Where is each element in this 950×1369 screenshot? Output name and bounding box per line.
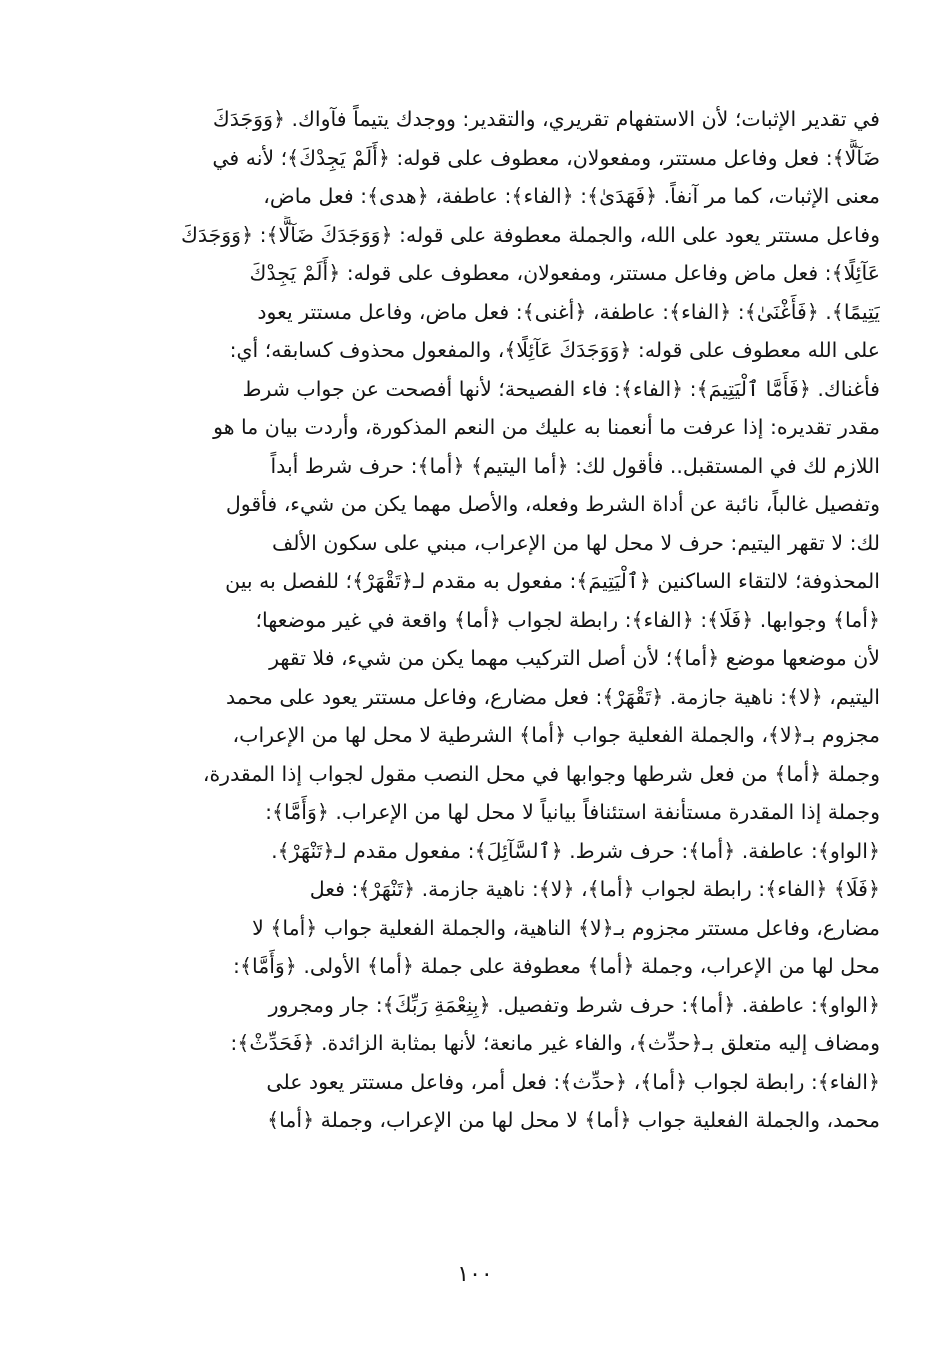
text-line: ﴿أما﴾ وجوابها. ﴿فَلَا﴾: ﴿الفاء﴾: رابطة لجواب ﴿أما﴾ واقعة في غير موضعها؛ [255,607,880,632]
text-line: وجملة إذا المقدرة مستأنفة استئنافاً بيانياً لا محل لها من الإعراب. ﴿وَأَمَّا﴾: [265,800,880,824]
body-text [70,100,880,1140]
text-line: وجملة ﴿أما﴾ من فعل شرطها وجوابها في محل النصب مقول لجواب إذا المقدرة، [202,761,880,786]
text-line: اللازم لك في المستقبل.. فأقول لك: ﴿أما اليتيم﴾ ﴿أما﴾: حرف شرط أبداً [270,453,880,478]
text-line: ﴿الفاء﴾: رابطة لجواب ﴿أما﴾، ﴿حدِّث﴾: فعل أمر، وفاعل مستتر يعود على [266,1069,880,1094]
text-line: ﴿فَلَا﴾ ﴿الفاء﴾: رابطة لجواب ﴿أما﴾، ﴿لا﴾: ناهية جازمة. ﴿تَنْهَرْ﴾: فعل [309,877,880,901]
text-line: ضَآلًّا﴾: فعل وفاعل مستتر، ومفعولان، معطوف على قوله: ﴿أَلَمْ يَجِدْكَ﴾؛ لأنه في [212,145,880,170]
text-line: معنى الإثبات، كما مر آنفاً. ﴿فَهَدَىٰ﴾: ﴿الفاء﴾: عاطفة، ﴿هدى﴾: فعل ماض، [263,184,880,208]
text-line: محمد، والجملة الفعلية جواب ﴿أما﴾ لا محل لها من الإعراب، وجملة ﴿أما﴾ [267,1108,880,1132]
text-line: عَآئِلًا﴾: فعل ماض وفاعل مستتر، ومفعولان، معطوف على قوله: ﴿أَلَمْ يَجِدْكَ [249,261,880,285]
text-line: مجزوم بـ﴿لا﴾، والجملة الفعلية جواب ﴿أما﴾ الشرطية لا محل لها من الإعراب، [232,723,880,747]
text-line: مضارع، وفاعل مستتر مجزوم بـ﴿لا﴾ الناهية، والجملة الفعلية جواب ﴿أما﴾ لا [252,915,880,940]
text-line: ومضاف إليه متعلق بـ﴿حدِّث﴾، والفاء غير مانعة؛ لأنها بمثابة الزائدة. ﴿فَحَدِّثْ﴾: [230,1031,880,1055]
text-line: مقدر تقديره: إذا عرفت ما أنعمنا به عليك من النعم المذكورة، وأردت بيان ما هو [213,415,880,439]
text-line: اليتيم، ﴿لا﴾: ناهية جازمة. ﴿تَقْهَرْ﴾: فعل مضارع، وفاعل مستتر يعود على محمد [226,684,880,709]
text-line: محل لها من الإعراب، وجملة ﴿أما﴾ معطوفة على جملة ﴿أما﴾ الأولى. ﴿وَأَمَّا﴾: [233,954,880,978]
text-line: ﴿الواو﴾: عاطفة. ﴿أما﴾: حرف شرط. ﴿ٱلسَّآئِلَ﴾: مفعول مقدم لـ﴿تَنْهَرْ﴾. [271,838,880,863]
text-line: وتفصيل غالباً، نائبة عن أداة الشرط وفعله، والأصل مهما يكن من شيء، فأقول [225,492,880,516]
text-line: فأغناك. ﴿فَأَمَّا ٱلْيَتِيمَ﴾: ﴿الفاء﴾: فاء الفصيحة؛ لأنها أفصحت عن جواب شرط [242,376,880,401]
text-line: على الله معطوف على قوله: ﴿وَوَجَدَكَ عَآئِلًا﴾، والمفعول محذوف كسابقه؛ أي: [229,338,880,362]
page-number: ١٠٠ [457,1262,493,1287]
text-line: ﴿الواو﴾: عاطفة. ﴿أما﴾: حرف شرط وتفصيل. ﴿بِنِعْمَةِ رَبِّكَ﴾: جار ومجرور [268,992,880,1017]
text-line: لك: لا تقهر اليتيم: حرف لا محل لها من الإعراب، مبني على سكون الألف [272,530,880,555]
text-line: وفاعل مستتر يعود على الله، والجملة معطوفة على قوله: ﴿وَوَجَدَكَ ضَآلًّا﴾: ﴿وَوَجَدَكَ [180,222,880,247]
text-line: في تقدير الإثبات؛ لأن الاستفهام تقريري، والتقدير: ووجدك يتيماً فآواك. ﴿وَوَجَدَكَ [212,107,880,131]
text-line: يَتِيمًا﴾. ﴿فَأَغْنَىٰ﴾: ﴿الفاء﴾: عاطفة، ﴿أغنى﴾: فعل ماض، وفاعل مستتر يعود [257,299,880,324]
text-line: المحذوفة؛ لالتقاء الساكنين ﴿ٱلْيَتِيمَ﴾: مفعول به مقدم لـ﴿تَقْهَرْ﴾؛ للفصل به بين [225,569,880,593]
text-line: لأن موضعها موضع ﴿أما﴾؛ لأن أصل التركيب مهما يكن من شيء، فلا تقهر [269,646,880,670]
